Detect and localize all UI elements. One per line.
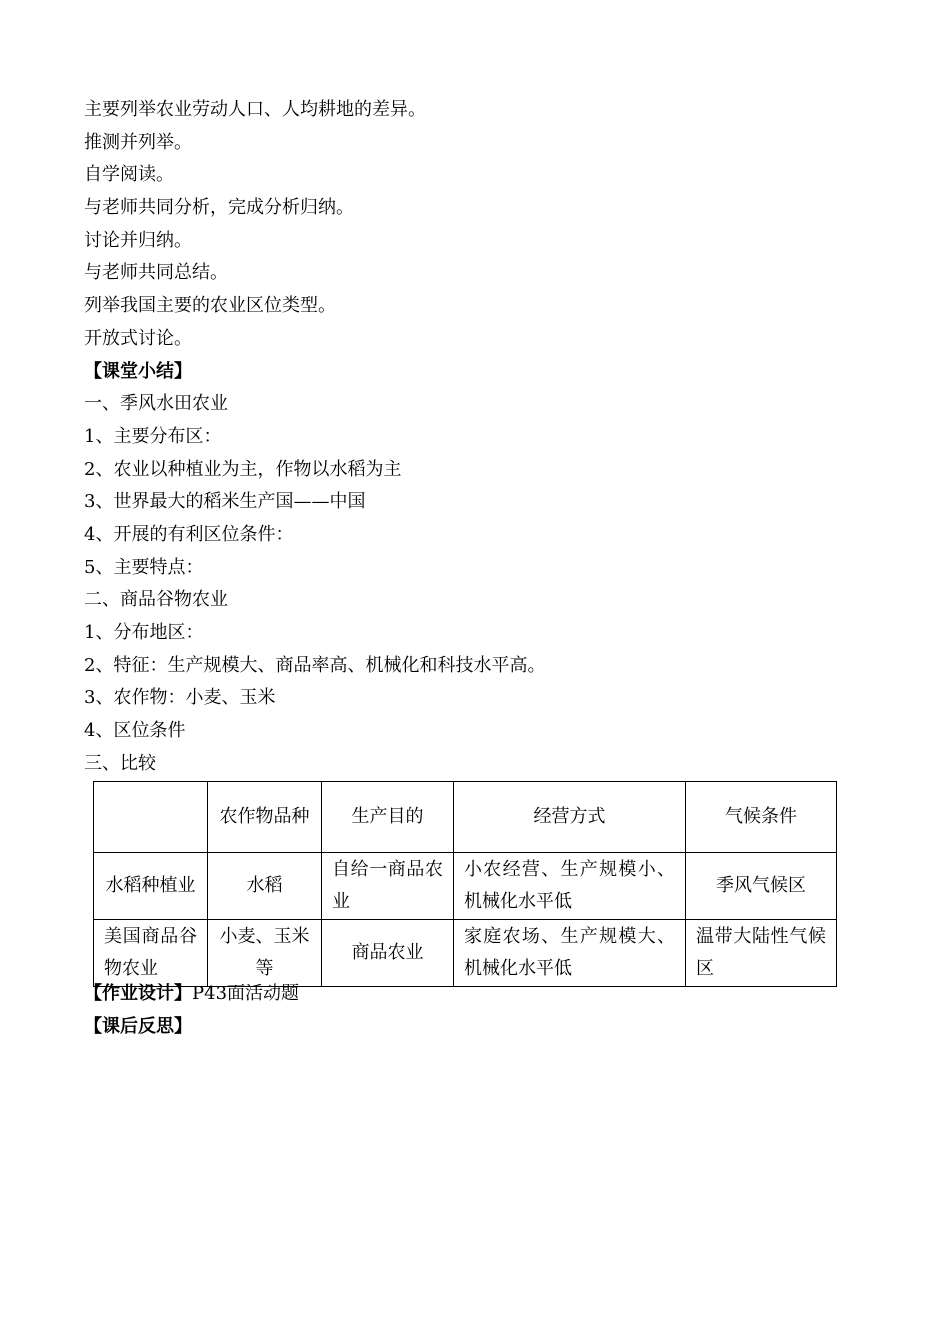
summary-line: 2、特征：生产规模大、商品率高、机械化和科技水平高。 [84,654,546,676]
table-cell: 水稻 [208,853,322,920]
homework-line [84,978,299,1011]
table-header-cell [94,782,208,853]
table-header-cell: 气候条件 [686,782,837,853]
table-cell: 温带大陆性气候区 [686,920,837,987]
table-cell: 商品农业 [322,920,454,987]
table-header-cell: 农作物品种 [208,782,322,853]
text-line: 讨论并归纳。 [84,229,192,251]
summary-line: 4、开展的有利区位条件： [84,523,294,545]
text-line: 开放式讨论。 [84,327,192,349]
summary-line: 4、区位条件 [84,720,186,742]
text-line: 与老师共同总结。 [84,262,228,284]
table-cell: 水稻种植业 [94,853,208,920]
table-header-cell: 生产目的 [322,782,454,853]
summary-line: 一、季风水田农业 [84,393,228,415]
text-line: 自学阅读。 [84,164,174,186]
summary-line: 3、世界最大的稻米生产国——中国 [84,491,366,513]
table-cell: 美国商品谷物农业 [94,920,208,987]
summary-line: 1、分布地区： [84,622,204,643]
homework-heading: 【作业设计】 [84,983,192,1004]
text-line: 推测并列举。 [84,131,192,153]
table-cell: 家庭农场、生产规模大、机械化水平低 [454,920,686,987]
summary-line: 三、比较 [84,752,156,774]
summary-line: 1、主要分布区： [84,425,222,447]
table-header-cell: 经营方式 [454,782,686,853]
table-row [94,920,837,987]
table-row [94,853,837,920]
summary-line: 3、农作物：小麦、玉米 [84,687,276,709]
text-line: 与老师共同分析，完成分析归纳。 [84,197,354,219]
text-line: 列举我国主要的农业区位类型。 [84,295,336,317]
table-cell: 小麦、玉米等 [208,920,322,987]
table-cell: 自给一商品农业 [322,853,454,920]
comparison-table [93,781,837,987]
table-cell: 季风气候区 [686,853,837,920]
homework-text: P43面活动题 [192,983,300,1004]
summary-line: 5、主要特点： [84,556,204,578]
summary-line: 二、商品谷物农业 [84,589,228,611]
table-header-row [94,782,837,853]
summary-line: 2、农业以种植业为主，作物以水稻为主 [84,458,402,480]
text-line: 主要列举农业劳动人口、人均耕地的差异。 [84,99,426,120]
document-body [84,94,844,780]
table-cell: 小农经营、生产规模小、机械化水平低 [454,853,686,920]
reflection-heading: 【课后反思】 [84,1016,192,1037]
summary-heading: 【课堂小结】 [84,360,192,382]
